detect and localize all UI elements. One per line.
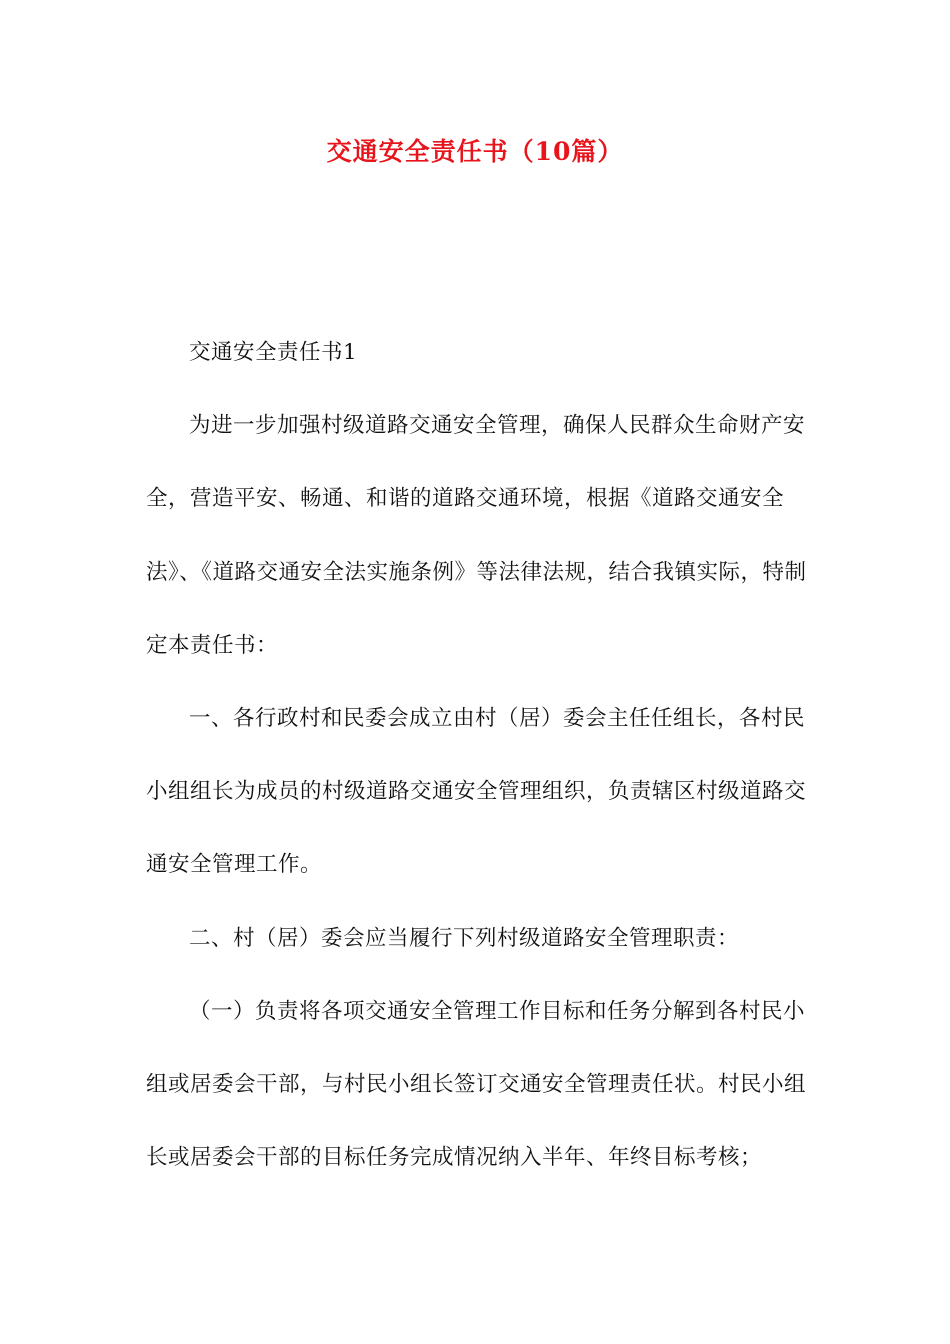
section-heading: 交通安全责任书1 (189, 340, 358, 365)
paragraph-article-1: 一、各行政村和民委会成立由村（居）委会主任任组长，各村民小组组长为成员的村级道路交通安全管理组织，负责辖区村级道路交通安全管理工作。 (146, 706, 807, 878)
document-title: 交通安全责任书（10篇） (326, 137, 624, 166)
paragraph-item-1: （一）负责将各项交通安全管理工作目标和任务分解到各村民小组或居委会干部，与村民小组长签订交通安全管理责任状。村民小组长或居委会干部的目标任务完成情况纳入半年、年终目标考核； (146, 998, 807, 1171)
document-body (146, 316, 816, 1194)
paragraph-intro: 为进一步加强村级道路交通安全管理，确保人民群众生命财产安全，营造平安、畅通、和谐的道路交通环境，根据《道路交通安全法》、《道路交通安全法实施条例》等法律法规，结合我镇实际，特制定本责任书： (146, 413, 807, 658)
paragraph-article-2: 二、村（居）委会应当履行下列村级道路安全管理职责： (189, 925, 740, 951)
